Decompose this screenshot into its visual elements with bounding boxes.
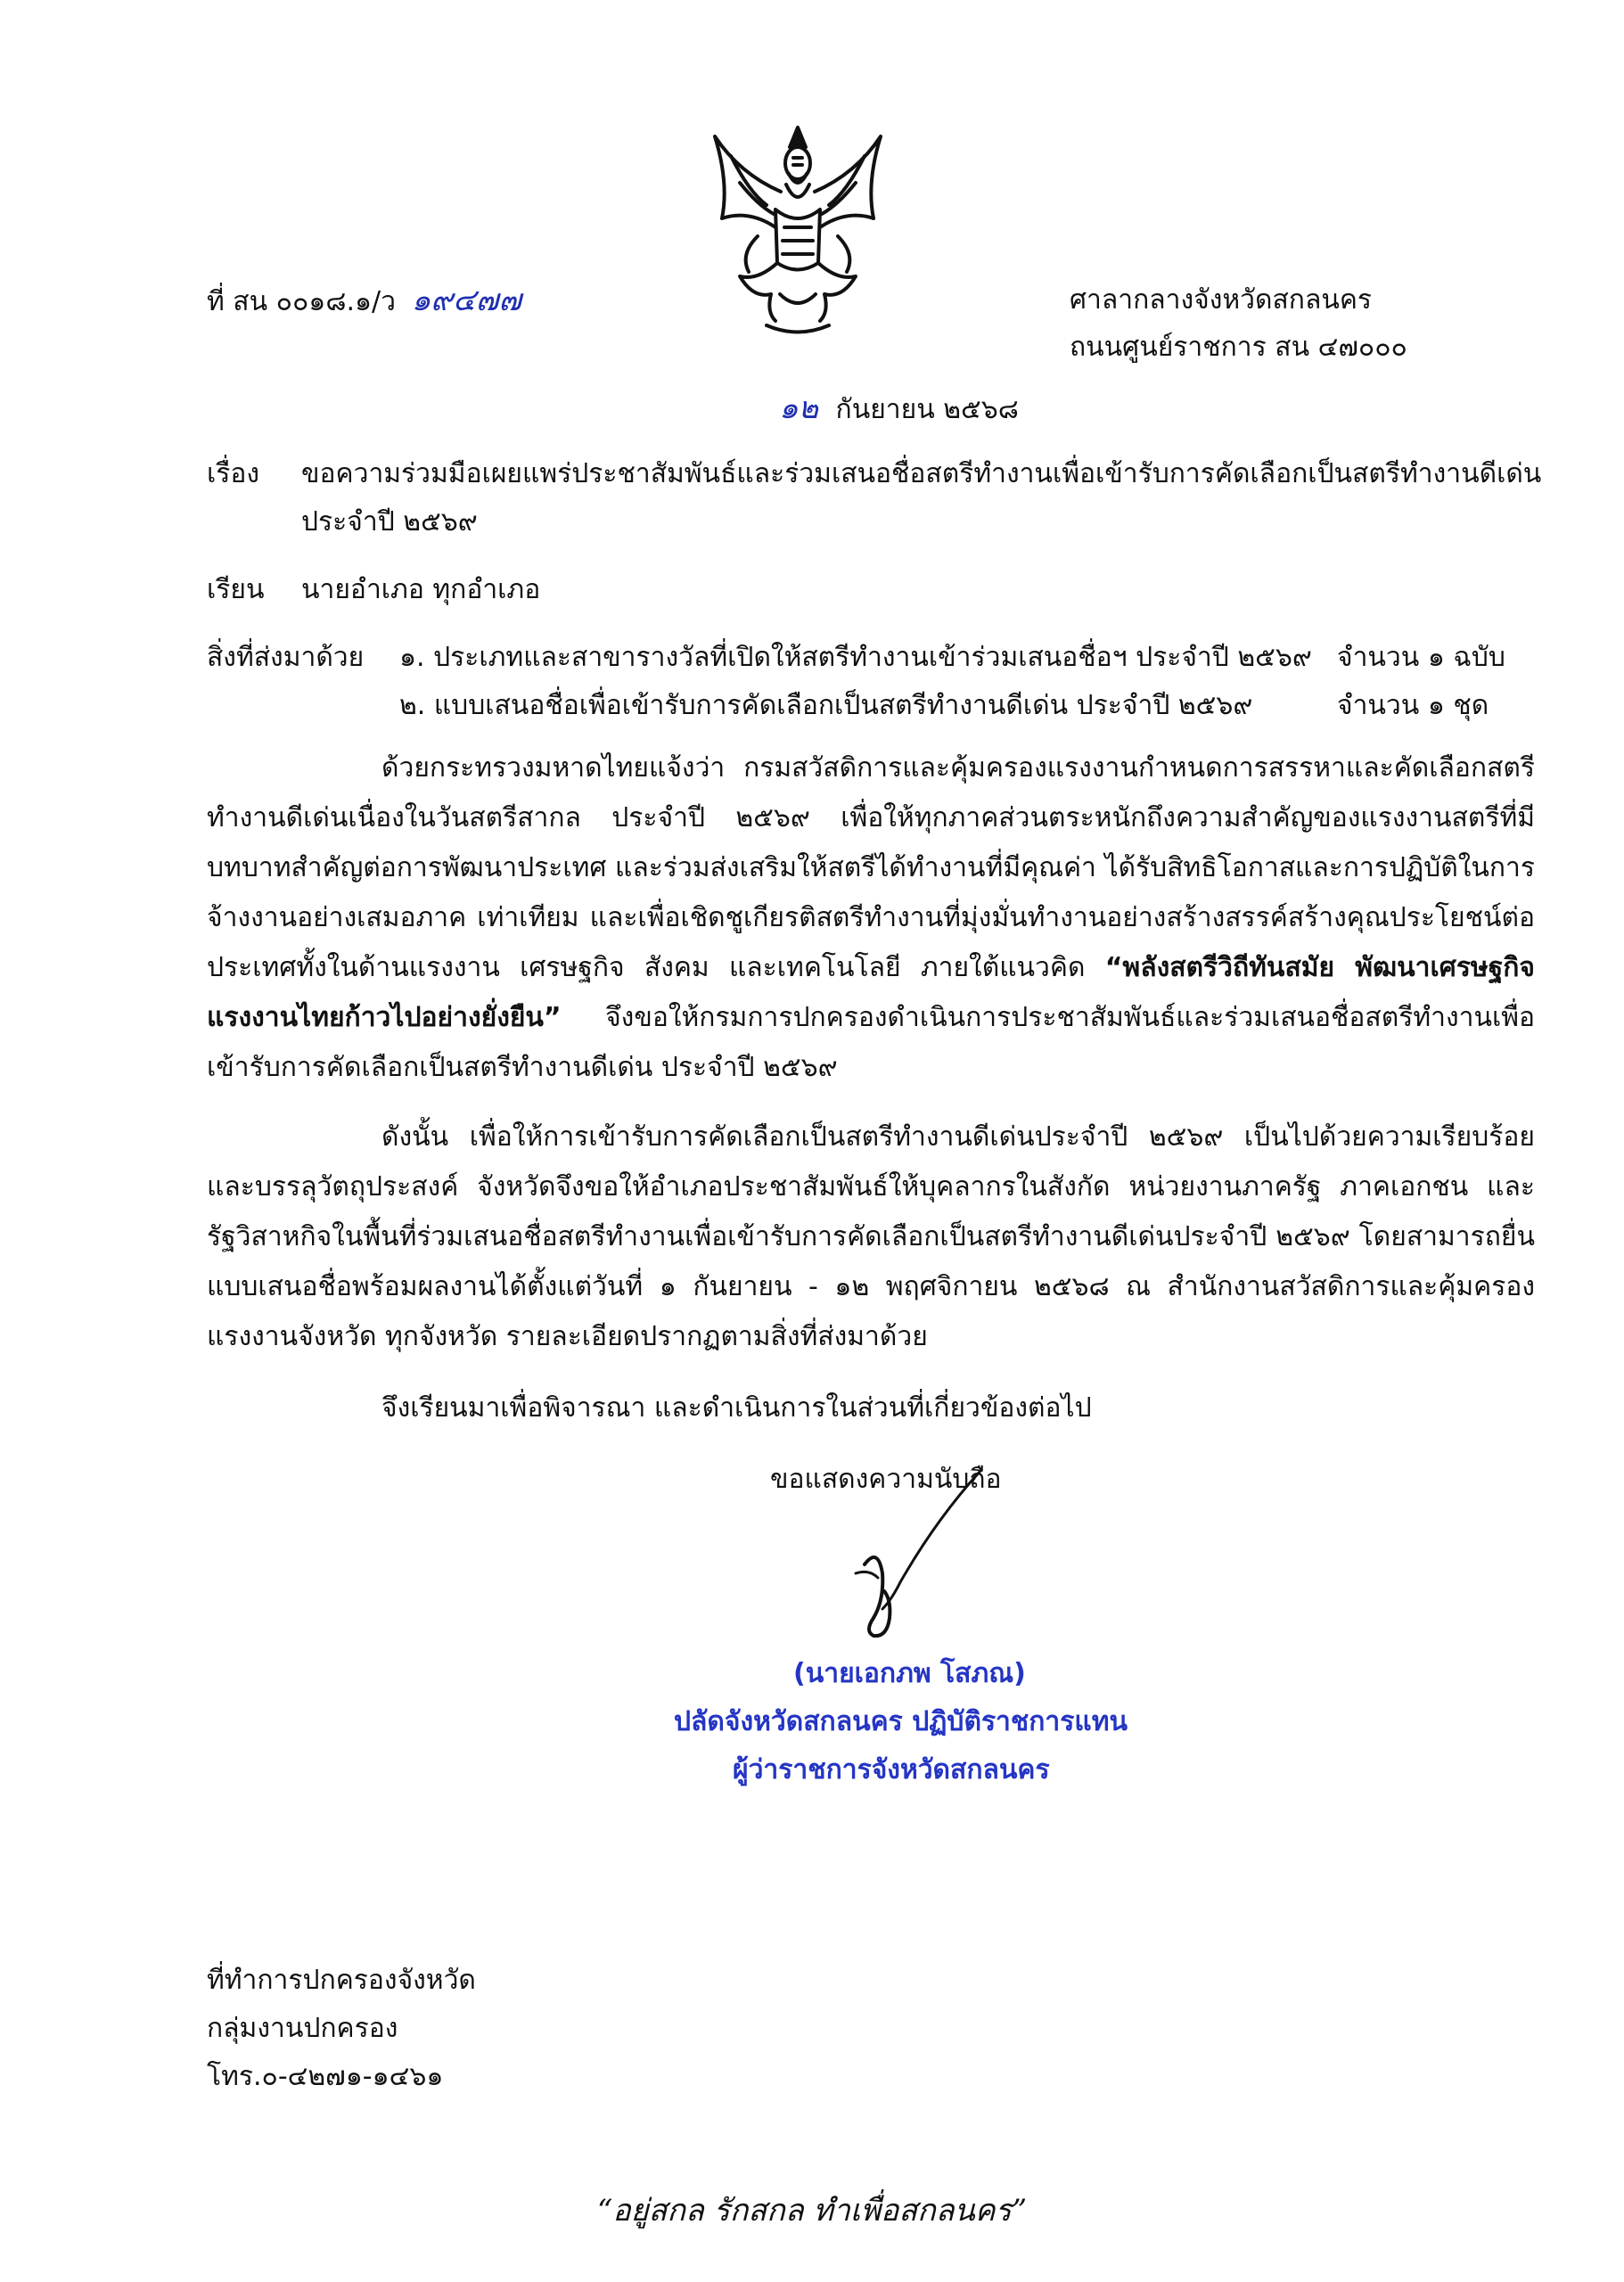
department-phone: โทร.๐-๔๒๗๑-๑๔๖๑ [207,2061,444,2092]
office-name: ศาลากลางจังหวัดสกลนคร [1070,284,1373,316]
body-paragraph-1 [207,743,1535,1093]
regards: ขอแสดงความนับถือ [770,1464,1002,1495]
closing-request: จึงเรียนมาเพื่อพิจารณา และดำเนินการในส่วนที่เกี่ยวข้องต่อไป [381,1392,1092,1424]
campaign-slogan: “พลังสตรีวิถีทันสมัย พัฒนาเศรษฐกิจแรงงานไทยก้าวไปอย่างยั่งยืน” [207,952,1535,1033]
attachment-item-2: ๒. แบบเสนอชื่อเพื่อเข้ารับการคัดเลือกเป็นสตรีทำงานดีเด่น ประจำปี ๒๕๖๙ [399,690,1253,721]
signer-position-1: ปลัดจังหวัดสกลนคร ปฏิบัติราชการแทน [674,1706,1128,1737]
signer-name: (นายเอกภพ โสภณ) [793,1658,1026,1689]
recipient-value: นายอำเภอ ทุกอำเภอ [301,574,541,605]
attachment-item-1: ๑. ประเภทและสาขารางวัลที่เปิดให้สตรีทำงานเข้าร่วมเสนอชื่อฯ ประจำปี ๒๕๖๙ [399,642,1312,673]
attachment-qty-1: จำนวน ๑ ฉบับ [1337,642,1505,673]
handwritten-signature [829,1466,989,1645]
recipient-label: เรียน [207,574,265,605]
date-month-year: กันยายน ๒๕๖๘ [835,394,1019,425]
subject-line-1: ขอความร่วมมือเผยแพร่ประชาสัมพันธ์และร่วมเสนอชื่อสตรีทำงานเพื่อเข้ารับการคัดเลือกเป็นสตรีทำงานดีเด่น [301,458,1542,489]
signer-position-2: ผู้ว่าราชการจังหวัดสกลนคร [733,1754,1050,1785]
paragraph-1-text-a: ด้วยกระทรวงมหาดไทยแจ้งว่า กรมสวัสดิการและคุ้มครองแรงงานกำหนดการสรรหาและคัดเลือกสตรีทำงานดีเด่นเนื่องในวันสตรีสากล ประจำปี ๒๕๖๙ เพื่อให้ทุกภาคส่วนตระหนักถึงความสำคัญของแรงงานสตรีที่มีบทบาทสำคัญต่อการพัฒนาประเทศ และร่วมส่งเสริมให้สตรีได้ทำงานที่มีคุณค่า ได้รับสิทธิโอกาสและการปฏิบัติในการจ้างงานอย่างเสมอภาค เท่าเทียม และเพื่อเชิดชูเกียรติสตรีทำงานที่มุ่งมั่นทำงานอย่างสร้างสรรค์สร้างคุณประโยชน์ต่อประเทศทั้งในด้านแรงงาน เศรษฐกิจ สังคม และเทคโนโลยี ภายใต้แนวคิด [207,752,1535,983]
department-group: กลุ่มงานปกครอง [207,2013,398,2044]
body-paragraph-2: ดังนั้น เพื่อให้การเข้ารับการคัดเลือกเป็นสตรีทำงานดีเด่นประจำปี ๒๕๖๙ เป็นไปด้วยความเรียบร้อยและบรรลุวัตถุประสงค์ จังหวัดจึงขอให้อำเภอประชาสัมพันธ์ให้บุคลากรในสังกัด หน่วยงานภาครัฐ ภาคเอกชน และรัฐวิสาหกิจในพื้นที่ร่วมเสนอชื่อสตรีทำงานเพื่อเข้ารับการคัดเลือกเป็นสตรีทำงานดีเด่นประจำปี ๒๕๖๙ โดยสามารถยื่นแบบเสนอชื่อพร้อมผลงานได้ตั้งแต่วันที่ ๑ กันยายน - ๑๒ พฤศจิกายน ๒๕๖๘ ณ สำนักงานสวัสดิการและคุ้มครองแรงงานจังหวัด ทุกจังหวัด รายละเอียดปรากฏตามสิ่งที่ส่งมาด้วย [207,1121,1535,1352]
department-name: ที่ทำการปกครองจังหวัด [207,1965,476,1996]
document-number-handwritten: ๑๙๔๗๗ [411,283,521,318]
subject-label: เรื่อง [207,458,260,489]
document-number-prefix: ที่ สน ๐๐๑๘.๑/ว [207,286,397,317]
subject-line-2: ประจำปี ๒๕๖๙ [301,506,478,538]
province-motto: “อยู่สกล รักสกล ทำเพื่อสกลนคร” [596,2193,1028,2229]
garuda-emblem [704,120,891,343]
date-day-handwritten: ๑๒ [779,390,818,426]
attachment-qty-2: จำนวน ๑ ชุด [1337,690,1489,721]
document-number [207,283,521,320]
office-address: ถนนศูนย์ราชการ สน ๔๗๐๐๐ [1070,332,1407,363]
attachments-label: สิ่งที่ส่งมาด้วย [207,642,365,673]
paragraph-1-text-b: จึงขอให้กรมการปกครองดำเนินการประชาสัมพันธ์และร่วมเสนอชื่อสตรีทำงานเพื่อเข้ารับการคัดเลือกเป็นสตรีทำงานดีเด่น ประจำปี ๒๕๖๙ [207,1002,1535,1083]
document-date [779,390,1019,428]
